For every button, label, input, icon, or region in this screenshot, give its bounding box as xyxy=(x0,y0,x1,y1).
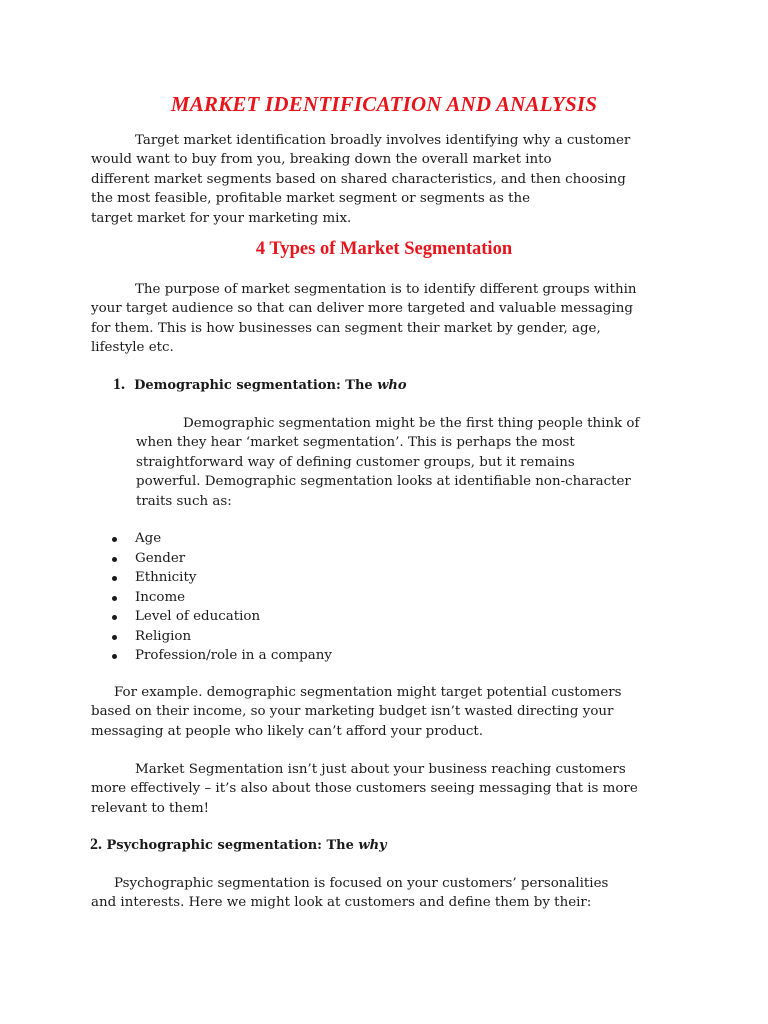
bullet-icon xyxy=(112,615,117,620)
purpose-line: The purpose of market segmentation is to identify different groups within xyxy=(135,282,637,297)
list-item-text: Income xyxy=(135,589,186,605)
list-item xyxy=(110,549,332,569)
purpose-line: your target audience so that can deliver more targeted and valuable messaging xyxy=(91,301,633,317)
psychographic-desc-line: and interests. Here we might look at customers and define them by their: xyxy=(91,895,592,911)
psychographic-desc-line: Psychographic segmentation is focused on your customers’ personalities xyxy=(114,876,609,891)
list-item-text: Level of education xyxy=(135,609,261,624)
demographic-desc-line: straightforward way of defining customer groups, but it remains xyxy=(136,454,575,470)
bullet-icon xyxy=(112,654,117,659)
psychographic-heading-text: Psychographic segmentation: The xyxy=(106,838,359,853)
intro-line: the most feasible, profitable market segment or segments as the xyxy=(91,191,531,207)
demographic-desc-line: Demographic segmentation might be the first thing people think of xyxy=(183,416,640,431)
psychographic-heading-emphasis: why xyxy=(358,838,387,853)
demographic-description xyxy=(136,414,639,511)
list-item xyxy=(110,529,332,549)
list-item xyxy=(110,627,332,647)
example-paragraph xyxy=(91,683,622,741)
demographic-heading xyxy=(113,376,407,394)
intro-line: would want to buy from you, breaking down the overall market into xyxy=(91,152,552,168)
demographic-desc-line: traits such as: xyxy=(136,493,232,509)
example-line: For example. demographic segmentation might target potential customers xyxy=(114,685,622,700)
note-paragraph xyxy=(91,760,638,818)
list-item xyxy=(110,607,332,627)
document-title: MARKET IDENTIFICATION AND ANALYSIS xyxy=(170,92,598,116)
bullet-icon xyxy=(112,557,117,562)
example-line: based on their income, so your marketing budget isn’t wasted directing your xyxy=(91,704,614,720)
demographic-heading-emphasis: who xyxy=(377,378,407,393)
list-item-text: Age xyxy=(135,531,162,546)
list-item-text: Ethnicity xyxy=(135,570,197,585)
purpose-line: for them. This is how businesses can segment their market by gender, age, xyxy=(91,320,601,336)
intro-line: target market for your marketing mix. xyxy=(91,210,352,226)
purpose-paragraph xyxy=(91,280,637,358)
bullet-icon xyxy=(112,537,117,542)
psychographic-heading xyxy=(90,836,387,854)
demographic-number: 1. xyxy=(113,376,125,393)
bullet-icon xyxy=(112,635,117,640)
note-line: Market Segmentation isn’t just about your business reaching customers xyxy=(135,762,626,777)
psychographic-description xyxy=(91,874,608,913)
demographic-traits-list xyxy=(110,529,332,666)
note-line: more effectively – it’s also about those customers seeing messaging that is more xyxy=(91,781,638,797)
example-line: messaging at people who likely can’t afford your product. xyxy=(91,723,484,739)
list-item-text: Gender xyxy=(135,550,186,566)
intro-paragraph xyxy=(91,131,630,228)
note-line: relevant to them! xyxy=(91,800,210,816)
demographic-desc-line: when they hear ‘market segmentation’. This is perhaps the most xyxy=(136,435,575,451)
demographic-desc-line: powerful. Demographic segmentation looks at identifiable non-character xyxy=(136,474,631,490)
list-item xyxy=(110,646,332,666)
bullet-icon xyxy=(112,596,117,601)
bullet-icon xyxy=(112,576,117,581)
list-item xyxy=(110,568,332,588)
intro-line: Target market identification broadly involves identifying why a customer xyxy=(135,133,631,148)
list-item-text: Religion xyxy=(135,628,192,644)
list-item xyxy=(110,588,332,608)
demographic-heading-text: Demographic segmentation: The xyxy=(134,378,378,393)
psychographic-number: 2. xyxy=(90,836,102,853)
intro-line: different market segments based on shared characteristics, and then choosing xyxy=(91,171,626,187)
purpose-line: lifestyle etc. xyxy=(91,340,174,356)
list-item-text: Profession/role in a company xyxy=(135,648,332,663)
section-title: 4 Types of Market Segmentation xyxy=(255,239,513,259)
